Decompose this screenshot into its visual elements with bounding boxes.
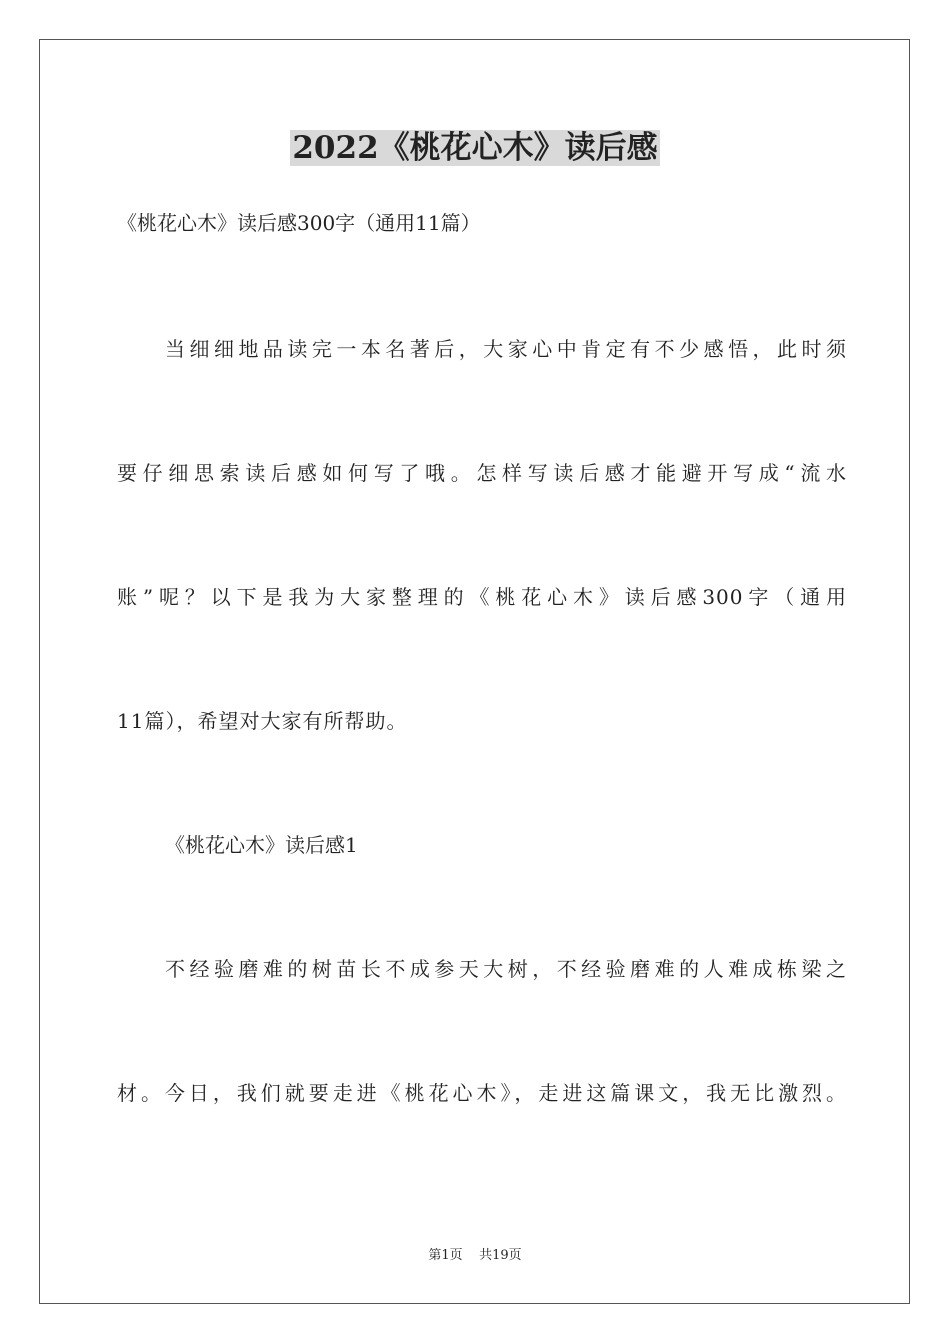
- intro-line-2: 要仔细思索读后感如何写了哦。怎样写读后感才能避开写成“流水: [117, 461, 847, 485]
- page-footer: 第1页 共19页: [428, 1248, 522, 1263]
- intro-line-3: 账”呢？以下是我为大家整理的《桃花心木》读后感300字（通用: [117, 585, 847, 609]
- body-line-2: 材。今日，我们就要走进《桃花心木》，走进这篇课文，我无比激烈。: [117, 1081, 847, 1105]
- document-title: [0, 126, 950, 170]
- document-title-text: 2022《桃花心木》读后感: [292, 130, 658, 166]
- section-heading: 《桃花心木》读后感1: [165, 833, 358, 857]
- body-line-1: 不经验磨难的树苗长不成参天大树，不经验磨难的人难成栋梁之: [165, 957, 847, 981]
- intro-line-1: 当细细地品读完一本名著后，大家心中肯定有不少感悟，此时须: [165, 337, 847, 361]
- document-subtitle: 《桃花心木》读后感300字（通用11篇）: [117, 211, 481, 235]
- intro-line-4: 11篇），希望对大家有所帮助。: [117, 709, 408, 733]
